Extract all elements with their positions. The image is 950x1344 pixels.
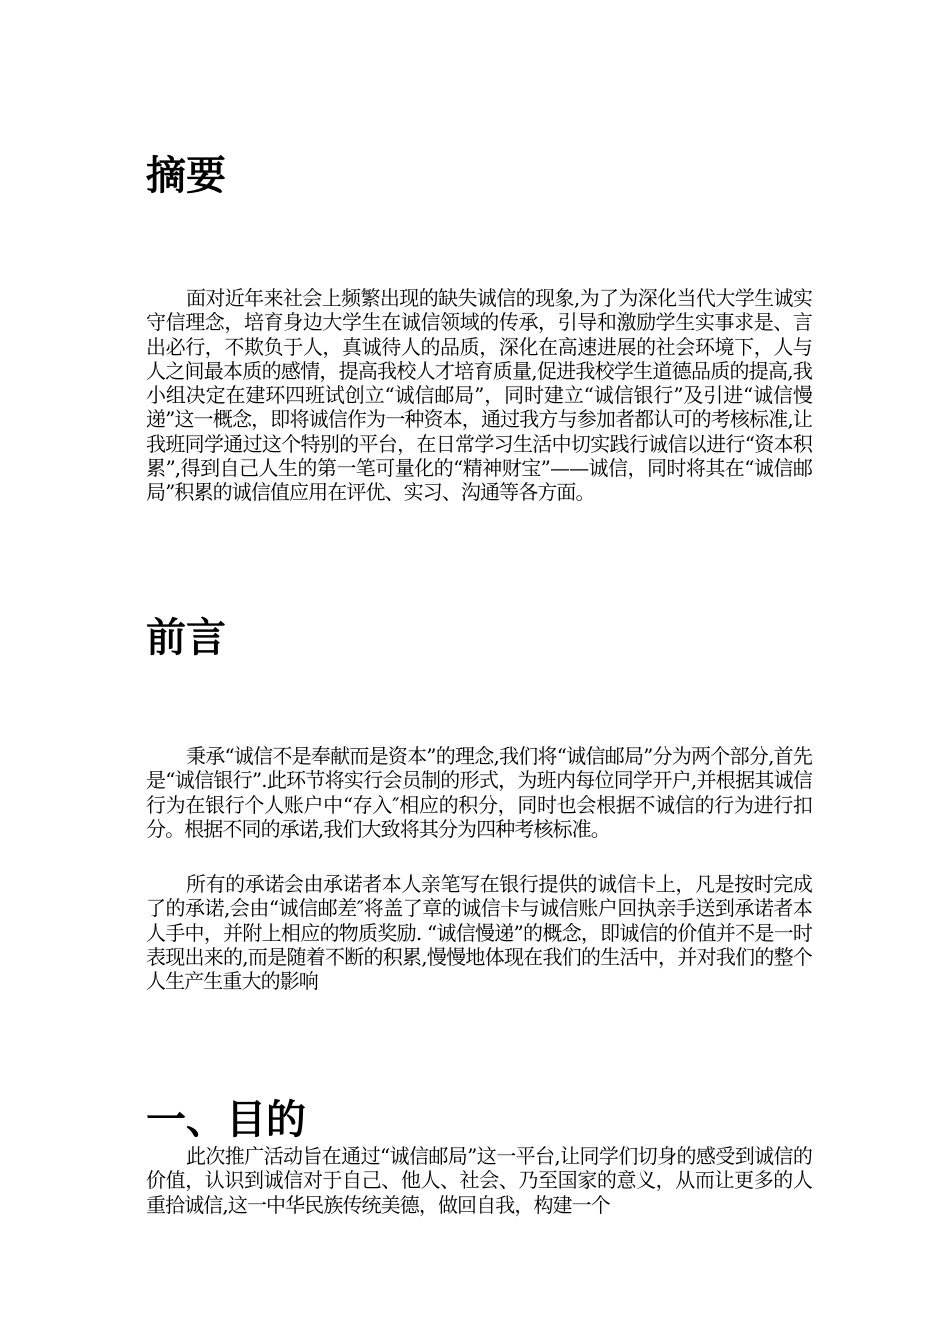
purpose-paragraph: 此次推广活动旨在通过“诚信邮局”这一平台,让同学们切身的感受到诚信的价值，认识到诚信对于自己、他人、社会、乃至国家的意义，从而让更多的人重拾诚信,这一中华民族传统美德，做回自我，构建一个	[146, 1144, 812, 1217]
section-title-purpose: 一、目的	[146, 1097, 306, 1143]
section-title-preface: 前言	[146, 615, 226, 661]
section-title-abstract: 摘要	[146, 153, 226, 199]
preface-paragraph-1: 秉承“诚信不是奉献而是资本”的理念,我们将“诚信邮局”分为两个部分,首先是“诚信银行”.此环节将实行会员制的形式，为班内每位同学开户,并根据其诚信行为在银行个人账户中“存入″相应的积分，同时也会根据不诚信的行为进行扣分。根据不同的承诺,我们大致将其分为四种考核标准。	[146, 744, 812, 841]
preface-paragraph-2: 所有的承诺会由承诺者本人亲笔写在银行提供的诚信卡上，凡是按时完成了的承诺,会由“诚信邮差″将盖了章的诚信卡与诚信账户回执亲手送到承诺者本人手中，并附上相应的物质奖励. “诚信慢递”的概念，即诚信的价值并不是一时表现出来的,而是随着不断的积累,慢慢地体现在我们的生活中，并对我们的整个人生产生重大的影响	[146, 872, 812, 994]
abstract-paragraph: 面对近年来社会上频繁出现的缺失诚信的现象,为了为深化当代大学生诚实守信理念，培育身边大学生在诚信领域的传承，引导和激励学生实事求是、言出必行，不欺负于人，真诚待人的品质，深化在高速进展的社会环境下，人与人之间最本质的感情，提高我校人才培育质量,促进我校学生道德品质的提高,我小组决定在建环四班试创立“诚信邮局”，同时建立“诚信银行”及引进“诚信慢递”这一概念，即将诚信作为一种资本，通过我方与参加者都认可的考核标准,让我班同学通过这个特别的平台，在日常学习生活中切实践行诚信以进行“资本积累”,得到自己人生的第一笔可量化的“精神财宝”——诚信，同时将其在“诚信邮局”积累的诚信值应用在评优、实习、沟通等各方面。	[146, 286, 812, 505]
